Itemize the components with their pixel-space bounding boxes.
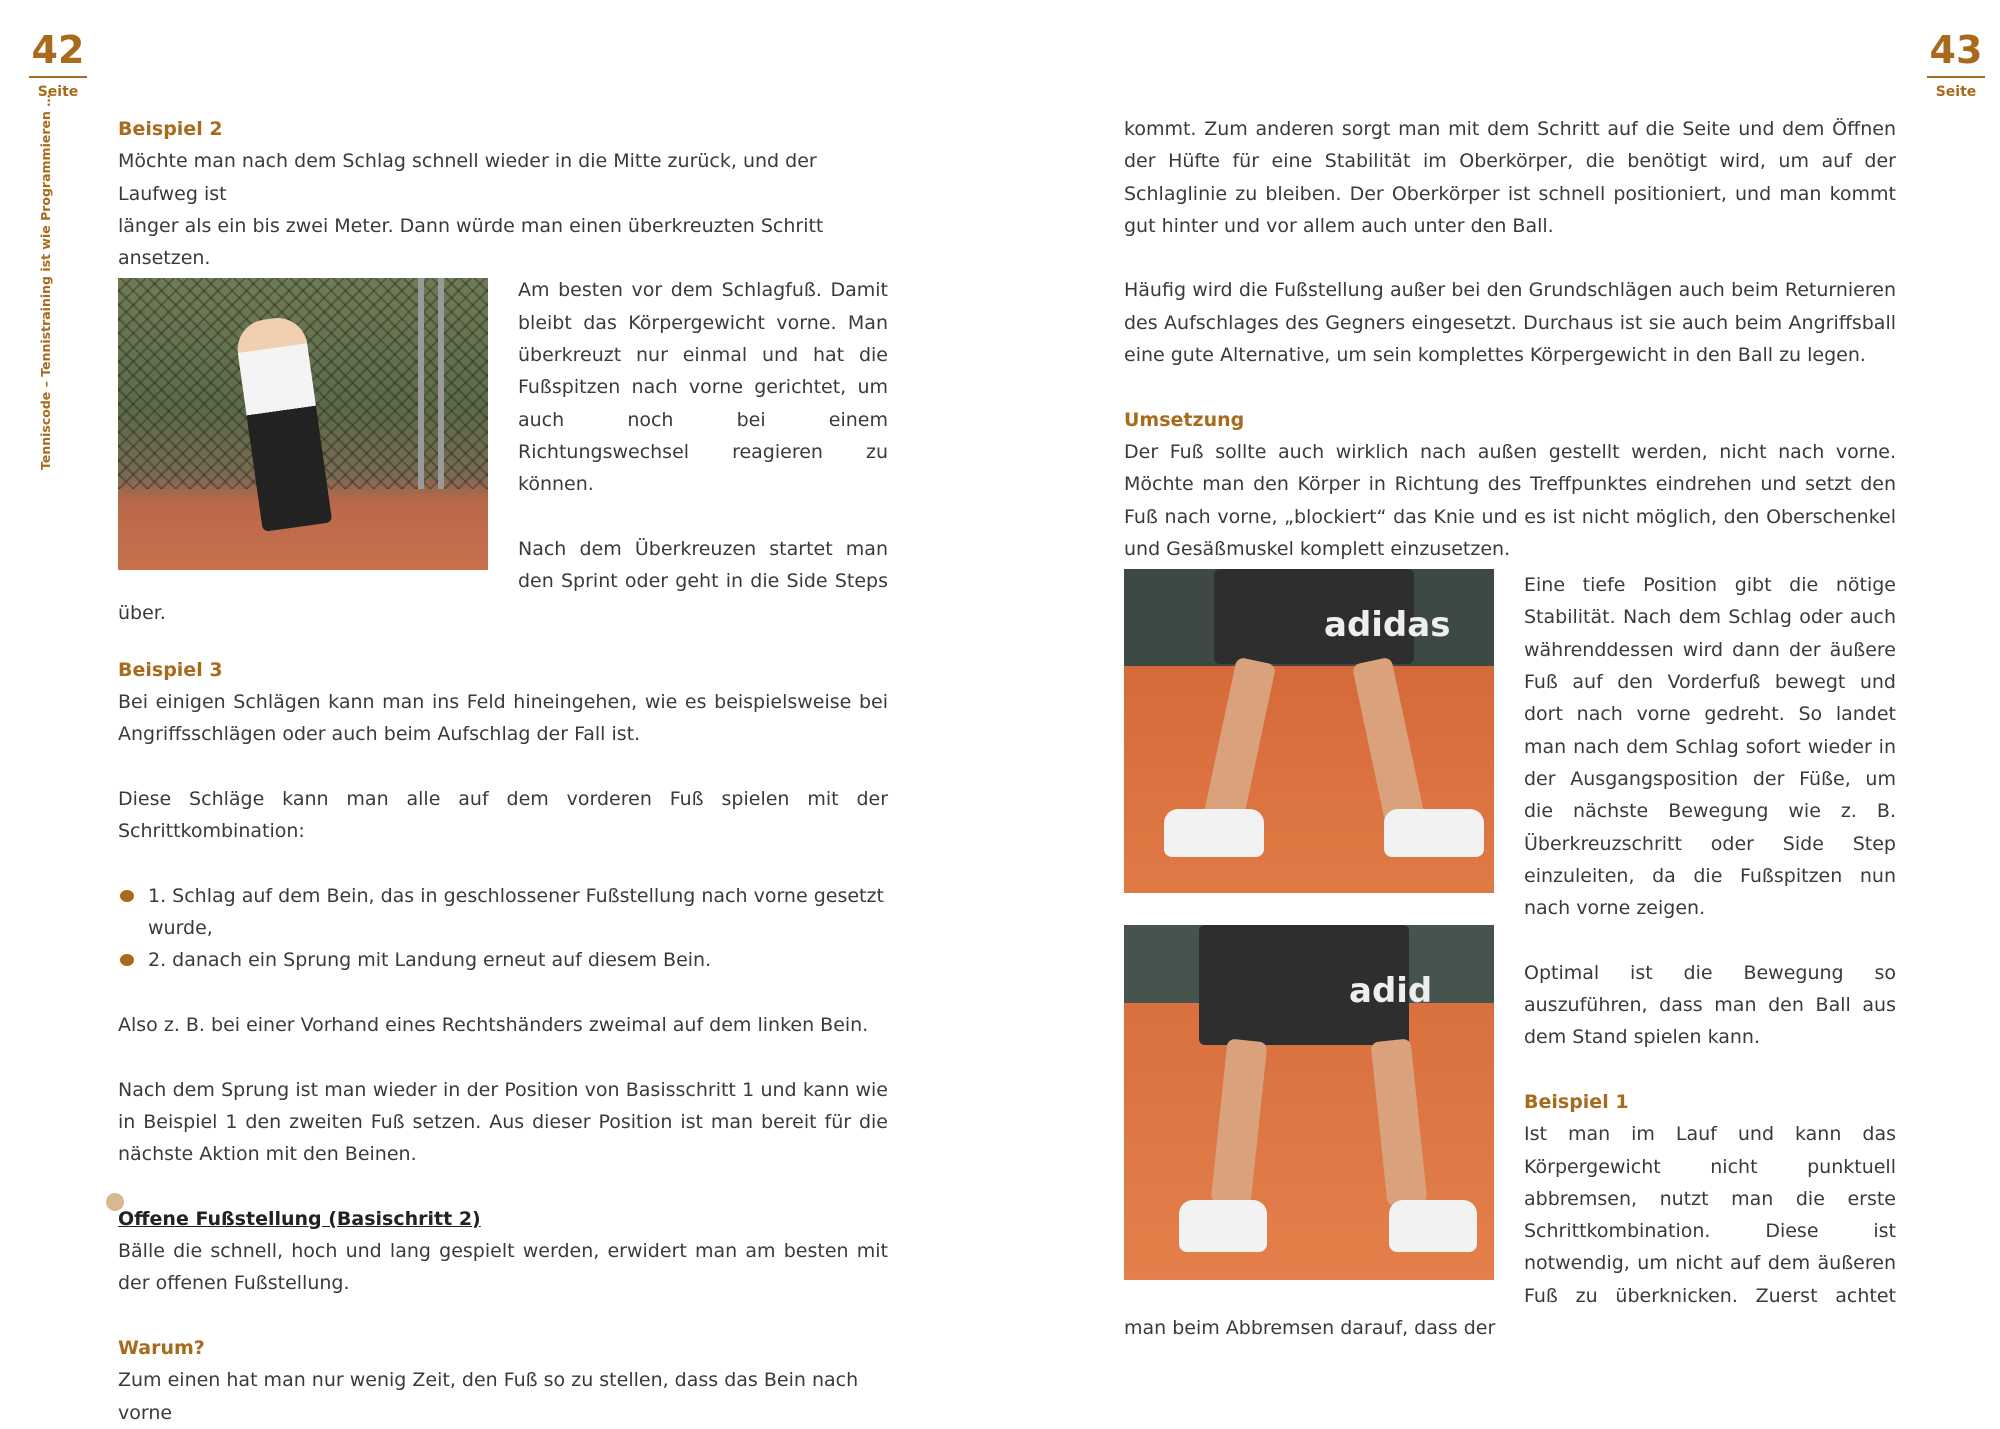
leg — [1352, 657, 1426, 832]
shoe — [1384, 809, 1484, 857]
logo-text: adidas — [1324, 605, 1451, 646]
fence-post — [438, 278, 444, 488]
tennis-ball-icon — [106, 1193, 124, 1211]
fussstellung-paragraph: Häufig wird die Fußstellung außer bei den Grundschlägen auch beim Returnieren des Aufschlages des Gegners eingesetzt. Durchaus ist sie auch beim Angriffsball eine gute Alternative, um sein komplettes Körpergewicht in den Ball zu legen. — [1124, 279, 1896, 367]
beispiel2-wrap-text: Am besten vor dem Schlagfuß. Damit bleibt das Körpergewicht vorne. Man überkreuzt nur einmal und hat die Fußspitzen nach vorne gerichtet, um auch noch bei einem Richtungswechsel reagieren zu können. — [518, 279, 888, 496]
list-item-text: 2. danach ein Sprung mit Landung erneut auf diesem Bein. — [148, 949, 712, 972]
sprung-paragraph: Nach dem Sprung ist man wieder in der Position von Basisschritt 1 und kann wie in Beispiel 1 den zweiten Fuß setzen. Aus dieser Position ist man bereit für die nächste Aktion mit den Beinen. — [118, 1078, 888, 1166]
footwork-photo-narrow — [1124, 925, 1494, 1280]
shoe — [1164, 809, 1264, 857]
page-number: 42 — [31, 28, 85, 72]
beispiel2-wrap-text-2: Nach dem Überkreuzen startet man den Sprint oder geht in die Side Steps über. — [118, 537, 888, 625]
beispiel1-heading: Beispiel 1 — [1524, 1090, 1629, 1113]
beispiel3-paragraph-1: Bei einigen Schlägen kann man ins Feld hineingehen, wie es beispielsweise bei Angriffsschlägen oder auch beim Aufschlag der Fall ist. — [118, 691, 888, 746]
shoe — [1389, 1200, 1477, 1252]
umsetzung-heading: Umsetzung — [1124, 408, 1245, 431]
tennis-player-photo — [118, 278, 488, 570]
beispiel3-paragraph-2: Diese Schläge kann man alle auf dem vorderen Fuß spielen mit der Schrittkombination: — [118, 787, 888, 843]
warum-heading: Warum? — [118, 1336, 205, 1359]
page-number-rule — [1927, 76, 1985, 78]
stabilitaet-paragraph: Eine tiefe Position gibt die nötige Stabilität. Nach dem Schlag oder auch währenddessen wird dann der äußere Fuß auf den Vorderfuß bewegt und dort nach vorne gedreht. So landet man nach dem Schlag sofort wieder in der Ausgangsposition der Füße, um die nächste Bewegung wie z. B. Überkreuzschritt oder Side Step einzuleiten, da die Fußspitzen nun nach vorne zeigen. — [1524, 574, 1896, 920]
beispiel2-line-1: Möchte man nach dem Schlag schnell wieder in die Mitte zurück, und der Laufweg ist — [118, 150, 817, 205]
page-number: 43 — [1929, 28, 1983, 72]
fence-post — [418, 278, 424, 488]
shoe — [1179, 1200, 1267, 1252]
right-column — [1124, 113, 1896, 1344]
footwork-photo-wide — [1124, 569, 1494, 893]
list-item — [118, 944, 888, 976]
leg — [1202, 657, 1276, 832]
beispiel3-heading: Beispiel 3 — [118, 658, 223, 681]
list-item — [118, 880, 888, 945]
page-number-right — [1925, 28, 1987, 100]
beispiel1-paragraph: Ist man im Lauf und kann das Körpergewicht nicht punktuell abbremsen, nutzt man die erste Schrittkombination. Diese ist notwendig, um nicht auf dem äußeren Fuß zu überknicken. Zuerst achtet man beim Abbremsen darauf, dass der — [1124, 1123, 1896, 1339]
page-label: Seite — [1935, 84, 1977, 100]
tennis-ball-bullet-icon — [120, 890, 134, 902]
leg — [1370, 1039, 1427, 1207]
left-column — [118, 113, 888, 1429]
photo-stack — [1124, 569, 1494, 1280]
page-label: Seite — [37, 84, 79, 100]
warum-paragraph: Zum einen hat man nur wenig Zeit, den Fuß so zu stellen, dass das Bein nach vorne — [118, 1369, 859, 1424]
tennis-ball-bullet-icon — [120, 954, 134, 966]
leg — [1210, 1039, 1267, 1207]
page-number-left — [27, 28, 89, 100]
umsetzung-paragraph: Der Fuß sollte auch wirklich nach außen gestellt werden, nicht nach vorne. Möchte man den Körper in Richtung des Treffpunktes eindrehen und setzt den Fuß nach vorne, „blockiert“ das Knie und es ist nicht möglich, den Oberschenkel und Gesäßmuskel komplett einzusetzen. — [1124, 440, 1896, 560]
beispiel2-heading: Beispiel 2 — [118, 118, 223, 140]
paragraph-continued: kommt. Zum anderen sorgt man mit dem Schritt auf die Seite und dem Öffnen der Hüfte für eine Stabilität im Oberkörper, die benötigt wird, um auf der Schlaglinie zu bleiben. Der Oberkörper ist schnell positioniert, und man kommt gut hinter und vor allem auch unter den Ball. — [1124, 118, 1896, 237]
optimal-paragraph: Optimal ist die Bewegung so auszuführen, dass man den Ball aus dem Stand spielen kann. — [1524, 961, 1896, 1049]
step-list — [118, 880, 888, 977]
logo-text: adid — [1349, 971, 1433, 1012]
page-number-rule — [29, 76, 87, 78]
offene-paragraph: Bälle die schnell, hoch und lang gespielt werden, erwidert man am besten mit der offenen Fußstellung. — [118, 1240, 888, 1295]
list-item-text: 1. Schlag auf dem Bein, das in geschlossener Fußstellung nach vorne gesetzt wurde, — [148, 884, 884, 940]
running-head: Tenniscode – Tennistraining ist wie Programmieren … — [38, 94, 53, 470]
offene-heading: Offene Fußstellung (Basischritt 2) — [118, 1207, 481, 1230]
also-paragraph: Also z. B. bei einer Vorhand eines Rechtshänders zweimal auf dem linken Bein. — [118, 1014, 869, 1037]
beispiel2-line-2: länger als ein bis zwei Meter. Dann würde man einen überkreuzten Schritt ansetzen. — [118, 214, 824, 270]
